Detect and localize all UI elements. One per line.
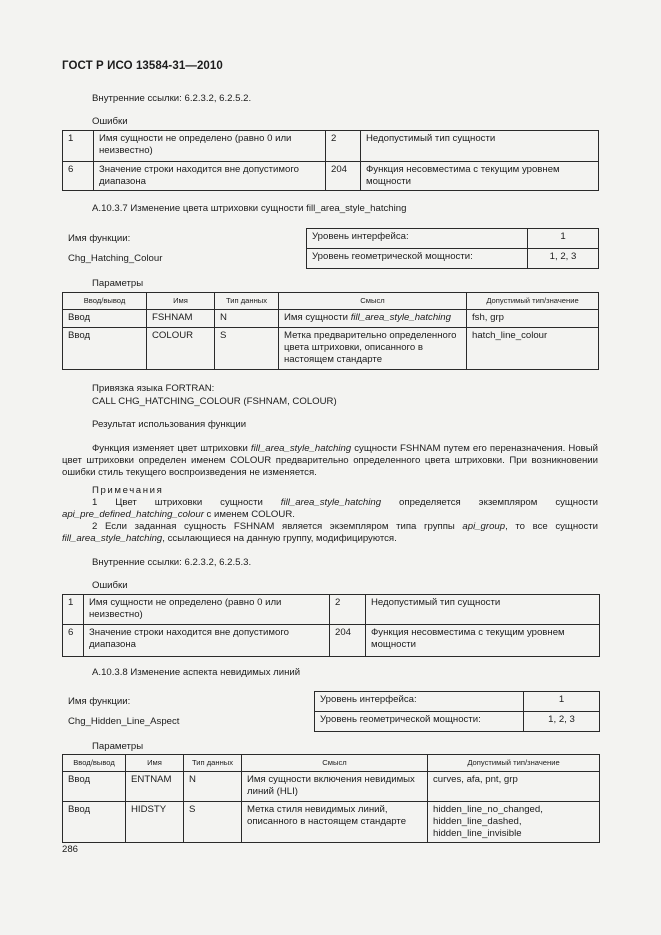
error-code: 1 xyxy=(63,595,84,625)
param-type: S xyxy=(215,328,279,370)
meaning-text: Имя сущности xyxy=(284,312,351,323)
function-name: Chg_Hidden_Line_Aspect xyxy=(68,716,180,727)
meaning-text: Метка предварительно определенного цвета штриховки, описанного в настоящем стандарте xyxy=(284,330,457,365)
param-io: Ввод xyxy=(63,328,147,370)
note-text: , то все сущности xyxy=(505,521,598,532)
interface-level-value: 1 xyxy=(524,692,600,712)
table-row xyxy=(63,595,600,625)
error-code: 204 xyxy=(330,625,366,657)
note-text: 2 Если заданная сущность FSHNAM является экземпляром типа группы xyxy=(92,521,463,532)
error-code: 6 xyxy=(63,162,94,191)
params-title-1: Параметры xyxy=(92,278,144,289)
table-row xyxy=(63,310,599,328)
internal-refs-2: Внутренние ссылки: 6.2.3.2, 6.2.5.3. xyxy=(92,557,252,568)
param-type: N xyxy=(184,772,242,802)
section-heading-a10-3-7: A.10.3.7 Изменение цвета штриховки сущности fill_area_style_hatching xyxy=(92,203,407,214)
errors-title-1: Ошибки xyxy=(92,116,128,127)
note-entity: fill_area_style_hatching xyxy=(62,533,163,545)
param-value: hatch_line_colour xyxy=(467,328,599,370)
table-row xyxy=(315,712,600,732)
fortran-label: Привязка языка FORTRAN: xyxy=(92,383,215,394)
page-number: 286 xyxy=(62,844,79,855)
geometric-level-label: Уровень геометрической мощности: xyxy=(307,249,528,269)
internal-refs-1: Внутренние ссылки: 6.2.3.2, 6.2.5.2. xyxy=(92,93,252,104)
table-header-row xyxy=(63,293,599,310)
function-name-label: Имя функции: xyxy=(68,233,131,244)
table-row xyxy=(63,802,600,843)
errors-table-2 xyxy=(62,594,600,657)
interface-level-value: 1 xyxy=(528,229,599,249)
errors-table-1 xyxy=(62,130,599,191)
column-header: Тип данных xyxy=(184,755,242,772)
note-text: , ссылающиеся на данную группу, модифицируются. xyxy=(162,533,397,545)
param-meaning: Метка стиля невидимых линий, описанного в настоящем стандарте xyxy=(242,802,428,843)
geometric-level-value: 1, 2, 3 xyxy=(528,249,599,269)
param-io: Ввод xyxy=(63,802,126,843)
params-title-2: Параметры xyxy=(92,741,144,752)
table-row xyxy=(63,625,600,657)
interface-level-label: Уровень интерфейса: xyxy=(315,692,524,712)
table-header-row xyxy=(63,755,600,772)
function-name-label: Имя функции: xyxy=(68,696,131,707)
error-desc: Имя сущности не определено (равно 0 или неизвестно) xyxy=(94,131,326,162)
column-header: Допустимый тип/значение xyxy=(467,293,599,310)
error-desc: Функция несовместима с текущим уровнем мощности xyxy=(361,162,599,191)
param-meaning: Имя сущности включения невидимых линий (HLI) xyxy=(242,772,428,802)
column-header: Ввод/вывод xyxy=(63,293,147,310)
param-name: FSHNAM xyxy=(147,310,215,328)
note-text: с именем COLOUR. xyxy=(203,509,295,521)
param-meaning xyxy=(279,310,467,328)
notes-title: Примечания xyxy=(92,485,164,496)
geometric-level-value: 1, 2, 3 xyxy=(524,712,600,732)
interface-level-label: Уровень интерфейса: xyxy=(307,229,528,249)
fortran-call: CALL CHG_HATCHING_COLOUR (FSHNAM, COLOUR) xyxy=(92,396,337,407)
param-io: Ввод xyxy=(63,772,126,802)
function-name: Chg_Hatching_Colour xyxy=(68,253,163,264)
param-name: ENTNAM xyxy=(126,772,184,802)
table-row xyxy=(307,249,599,269)
table-row xyxy=(63,162,599,191)
column-header: Имя xyxy=(126,755,184,772)
error-desc: Значение строки находится вне допустимого диапазона xyxy=(94,162,326,191)
table-row xyxy=(307,229,599,249)
param-value: curves, afa, pnt, grp xyxy=(428,772,600,802)
error-desc: Имя сущности не определено (равно 0 или неизвестно) xyxy=(84,595,330,625)
note-2 xyxy=(62,521,598,545)
error-code: 2 xyxy=(326,131,361,162)
result-text: Функция изменяет цвет штриховки xyxy=(92,443,251,454)
function-levels-table xyxy=(306,228,599,269)
table-row xyxy=(63,328,599,370)
table-row xyxy=(315,692,600,712)
params-table-1 xyxy=(62,292,599,370)
error-desc: Недопустимый тип сущности xyxy=(361,131,599,162)
column-header: Смысл xyxy=(242,755,428,772)
column-header: Ввод/вывод xyxy=(63,755,126,772)
note-text: 1 Цвет штриховки сущности xyxy=(92,497,281,508)
error-code: 2 xyxy=(330,595,366,625)
note-text: определяется экземпляром сущности xyxy=(381,497,598,508)
table-row xyxy=(63,131,599,162)
param-value: hidden_line_no_changed, hidden_line_dashed, hidden_line_invisible xyxy=(428,802,600,843)
column-header: Смысл xyxy=(279,293,467,310)
note-entity: fill_area_style_hatching xyxy=(280,497,382,508)
section-heading-a10-3-8: A.10.3.8 Изменение аспекта невидимых линий xyxy=(92,667,301,678)
column-header: Имя xyxy=(147,293,215,310)
column-header: Тип данных xyxy=(215,293,279,310)
error-desc: Значение строки находится вне допустимого диапазона xyxy=(84,625,330,657)
result-text: сущности FSHNAM путем его переназначения. Новый цвет штриховки определен именем COLOUR предварительно определенного цвета штриховки. При возникновении ошибки стиль текущего воспроизведения не изменяется. xyxy=(62,443,599,479)
result-title: Результат использования функции xyxy=(92,419,247,430)
error-code: 6 xyxy=(63,625,84,657)
param-type: N xyxy=(215,310,279,328)
function-levels-table-2 xyxy=(314,691,600,732)
param-meaning xyxy=(279,328,467,370)
error-desc: Функция несовместима с текущим уровнем мощности xyxy=(366,625,600,657)
param-name: HIDSTY xyxy=(126,802,184,843)
errors-title-2: Ошибки xyxy=(92,580,128,591)
param-value: fsh, grp xyxy=(467,310,599,328)
result-entity: fill_area_style_hatching xyxy=(250,443,352,454)
param-name: COLOUR xyxy=(147,328,215,370)
error-code: 1 xyxy=(63,131,94,162)
table-row xyxy=(63,772,600,802)
param-type: S xyxy=(184,802,242,843)
note-entity: api_pre_defined_hatching_colour xyxy=(62,509,204,521)
note-entity: api_group xyxy=(462,521,506,532)
document-header: ГОСТ Р ИСО 13584-31—2010 xyxy=(62,60,223,72)
result-paragraph xyxy=(62,443,598,480)
column-header: Допустимый тип/значение xyxy=(428,755,600,772)
param-io: Ввод xyxy=(63,310,147,328)
params-table-2 xyxy=(62,754,600,843)
meaning-entity: fill_area_style_hatching xyxy=(350,312,451,323)
error-code: 204 xyxy=(326,162,361,191)
geometric-level-label: Уровень геометрической мощности: xyxy=(315,712,524,732)
error-desc: Недопустимый тип сущности xyxy=(366,595,600,625)
note-1 xyxy=(62,497,598,521)
